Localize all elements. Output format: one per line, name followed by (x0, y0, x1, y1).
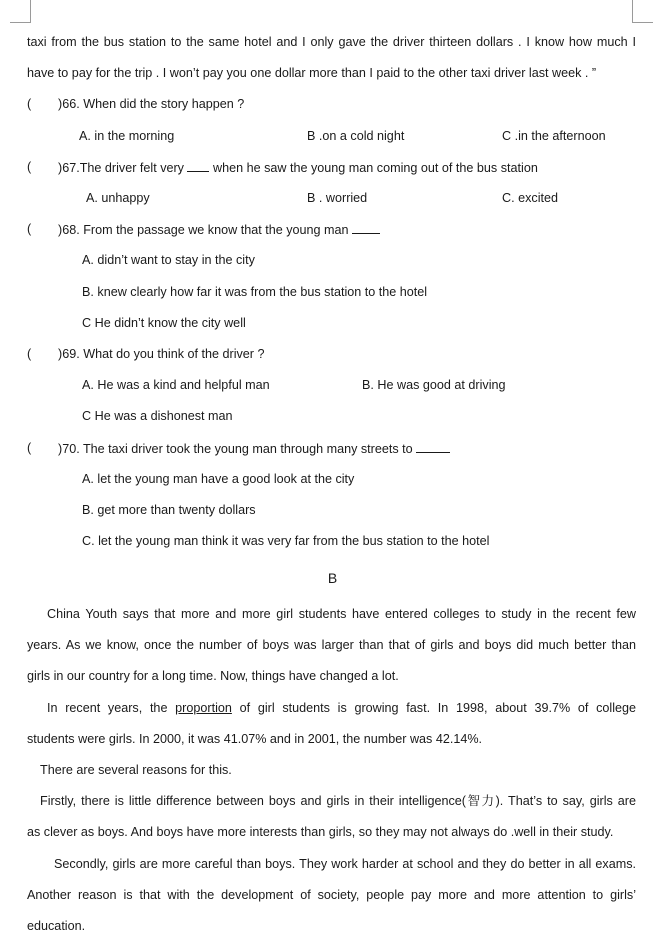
answer-paren-67: ( (27, 160, 32, 174)
q67-stem-end: when he saw the young man coming out of the bus station (209, 161, 538, 175)
passage-a-line-2: have to pay for the trip . I won’t pay you one dollar more than I paid to the other taxi driver last week . ” (27, 66, 597, 80)
p1-line-2: years. As we know, once the number of boys was larger than that of girls and boys did much better than (27, 638, 636, 652)
crop-mark-top-right (632, 0, 653, 23)
q70-option-c: C. let the young man think it was very far from the bus station to the hotel (82, 534, 490, 548)
q66-option-b: B .on a cold night (307, 129, 405, 143)
q70-stem: )70. The taxi driver took the young man through many streets to (58, 442, 417, 456)
q69-option-c: C He was a dishonest man (82, 409, 233, 423)
answer-paren-68: ( (27, 222, 32, 236)
q67-answer-blank (187, 159, 209, 172)
q66-option-c: C .in the afternoon (502, 129, 606, 143)
q68-option-a: A. didn’t want to stay in the city (82, 253, 255, 267)
p1-line-3: girls in our country for a long time. Now, things have changed a lot. (27, 669, 399, 683)
crop-mark-top-left (10, 0, 31, 23)
p5-line-1: Secondly, girls are more careful than boys. They work harder at school and they do better in all exams. (54, 857, 636, 871)
underlined-word-proportion: proportion (175, 701, 232, 715)
question-69: )69. What do you think of the driver ? (58, 347, 265, 361)
p2-line-1-end: of girl students is growing fast. In 1998, about 39.7% of college (231, 701, 636, 715)
question-70 (58, 440, 450, 457)
q69-option-a: A. He was a kind and helpful man (82, 378, 270, 392)
answer-paren-69: ( (27, 347, 32, 361)
q68-option-b: B. knew clearly how far it was from the bus station to the hotel (82, 285, 428, 299)
p3-line: There are several reasons for this. (40, 763, 232, 777)
q69-option-b: B. He was good at driving (362, 378, 506, 392)
q70-option-b: B. get more than twenty dollars (82, 503, 256, 517)
p4-line-2: as clever as boys. And boys have more interests than girls, so they may not always do .well in their study. (27, 825, 614, 839)
q68-option-c: C He didn’t know the city well (82, 316, 246, 330)
question-68 (58, 221, 380, 238)
q70-answer-blank (416, 440, 450, 453)
question-67 (58, 159, 538, 176)
passage-a-line-1: taxi from the bus station to the same hotel and I only gave the driver thirteen dollars . I know how much I (27, 35, 636, 49)
question-66: )66. When did the story happen ? (58, 97, 245, 111)
q67-option-c: C. excited (502, 191, 558, 205)
answer-paren-66: ( (27, 97, 32, 111)
q66-option-a: A. in the morning (79, 129, 175, 143)
p4-line-1: Firstly, there is little difference between boys and girls in their intelligence(智力). That’s to say, girls are (40, 794, 636, 808)
section-b-heading: B (327, 570, 338, 586)
q68-stem: )68. From the passage we know that the young man (58, 223, 353, 237)
p2-line-1-start: In recent years, the (47, 701, 176, 715)
p5-line-3: education. (27, 919, 86, 933)
q70-option-a: A. let the young man have a good look at the city (82, 472, 355, 486)
p2-line-2: students were girls. In 2000, it was 41.07% and in 2001, the number was 42.14%. (27, 732, 483, 746)
q68-answer-blank (352, 221, 380, 234)
answer-paren-70: ( (27, 441, 32, 455)
q67-stem-start: )67.The driver felt very (58, 161, 188, 175)
p5-line-2: Another reason is that with the development of society, people pay more and more attention to girls’ (27, 888, 636, 902)
q67-option-b: B . worried (307, 191, 368, 205)
p2-line-1 (47, 700, 636, 716)
p1-line-1: China Youth says that more and more girl students have entered colleges to study in the recent few (47, 607, 636, 621)
q67-option-a: A. unhappy (86, 191, 150, 205)
